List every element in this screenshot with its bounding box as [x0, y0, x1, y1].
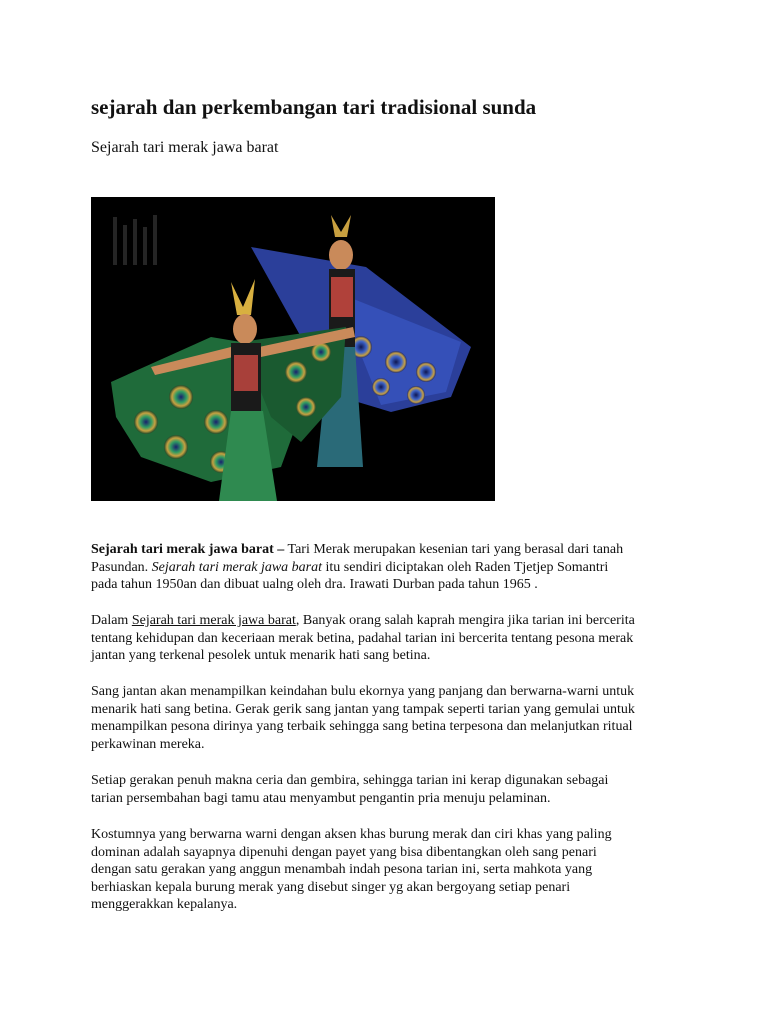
paragraph-1-line-1: Sejarah tari merak jawa barat – Tari Merak merupakan kesenian tari yang berasal dari tanah: [91, 542, 624, 557]
paragraph-1-lead: Sejarah tari merak jawa barat –: [91, 542, 285, 557]
paragraph-3-line-4: perkawinan mereka.: [91, 736, 205, 752]
paragraph-2: [91, 612, 691, 665]
paragraph-4-line-1: Setiap gerakan penuh makna ceria dan gembira, sehingga tarian ini kerap digunakan sebagai: [91, 773, 609, 788]
paragraph-5-line-5: menggerakkan kepalanya.: [91, 897, 238, 912]
paragraph-1: [91, 541, 691, 594]
paragraph-2-line-3: jantan yang terkenal pesolek untuk menarik hati sang betina.: [91, 648, 431, 663]
paragraph-1-line-3: pada tahun 1950an dan dibuat ualng oleh dra. Irawati Durban pada tahun 1965 .: [91, 577, 538, 592]
page-title: sejarah dan perkembangan tari tradisional sunda: [91, 95, 537, 119]
paragraph-2-line-1: Dalam Sejarah tari merak jawa barat, Banyak orang salah kaprah mengira jika tarian ini bercerita: [91, 613, 635, 628]
paragraph-5-line-1: Kostumnya yang berwarna warni dengan aksen khas burung merak dan ciri khas yang paling: [91, 827, 612, 842]
paragraph-1-line-2: Pasundan. Sejarah tari merak jawa barat itu sendiri diciptakan oleh Raden Tjetjep Somantri: [91, 559, 609, 575]
paragraph-3-line-1: Sang jantan akan menampilkan keindahan bulu ekornya yang panjang dan berwarna-warni untuk: [91, 684, 635, 699]
paragraph-3-line-2: menarik hati sang betina. Gerak gerik sang jantan yang tampak seperti tarian yang gemulai untuk: [91, 701, 635, 717]
paragraph-5: [91, 826, 691, 914]
paragraph-5-line-4: berhiaskan kepala burung merak yang disebut singer yg akan bergoyang setiap penari: [91, 879, 571, 895]
page-subtitle: Sejarah tari merak jawa barat: [91, 139, 279, 156]
peacock-dance-photo: [91, 197, 495, 501]
paragraph-3-line-3: menampilkan pesona dirinya yang terbaik sehingga sang betina terpesona dan melanjutkan ritual: [91, 719, 633, 734]
paragraph-4-line-2: tarian persembahan bagi tamu atau menyambut pengantin pria menuju pelaminan.: [91, 790, 551, 806]
paragraph-5-line-3: dengan satu gerakan yang anggun menambah indah pesona tarian ini, serta mahkota yang: [91, 862, 593, 877]
paragraph-2-line-2: tentang kehidupan dan keceriaan merak betina, padahal tarian ini bercerita tentang pesona merak: [91, 630, 634, 646]
paragraph-4: [91, 772, 691, 807]
sejarah-tari-merak-link[interactable]: Sejarah tari merak jawa barat: [131, 613, 296, 628]
paragraph-5-line-2: dominan adalah sayapnya dipenuhi dengan payet yang bisa dibentangkan oleh sang penari: [91, 844, 597, 860]
paragraph-3: [91, 683, 691, 753]
paragraph-1-italic-title: Sejarah tari merak jawa barat: [151, 559, 323, 575]
